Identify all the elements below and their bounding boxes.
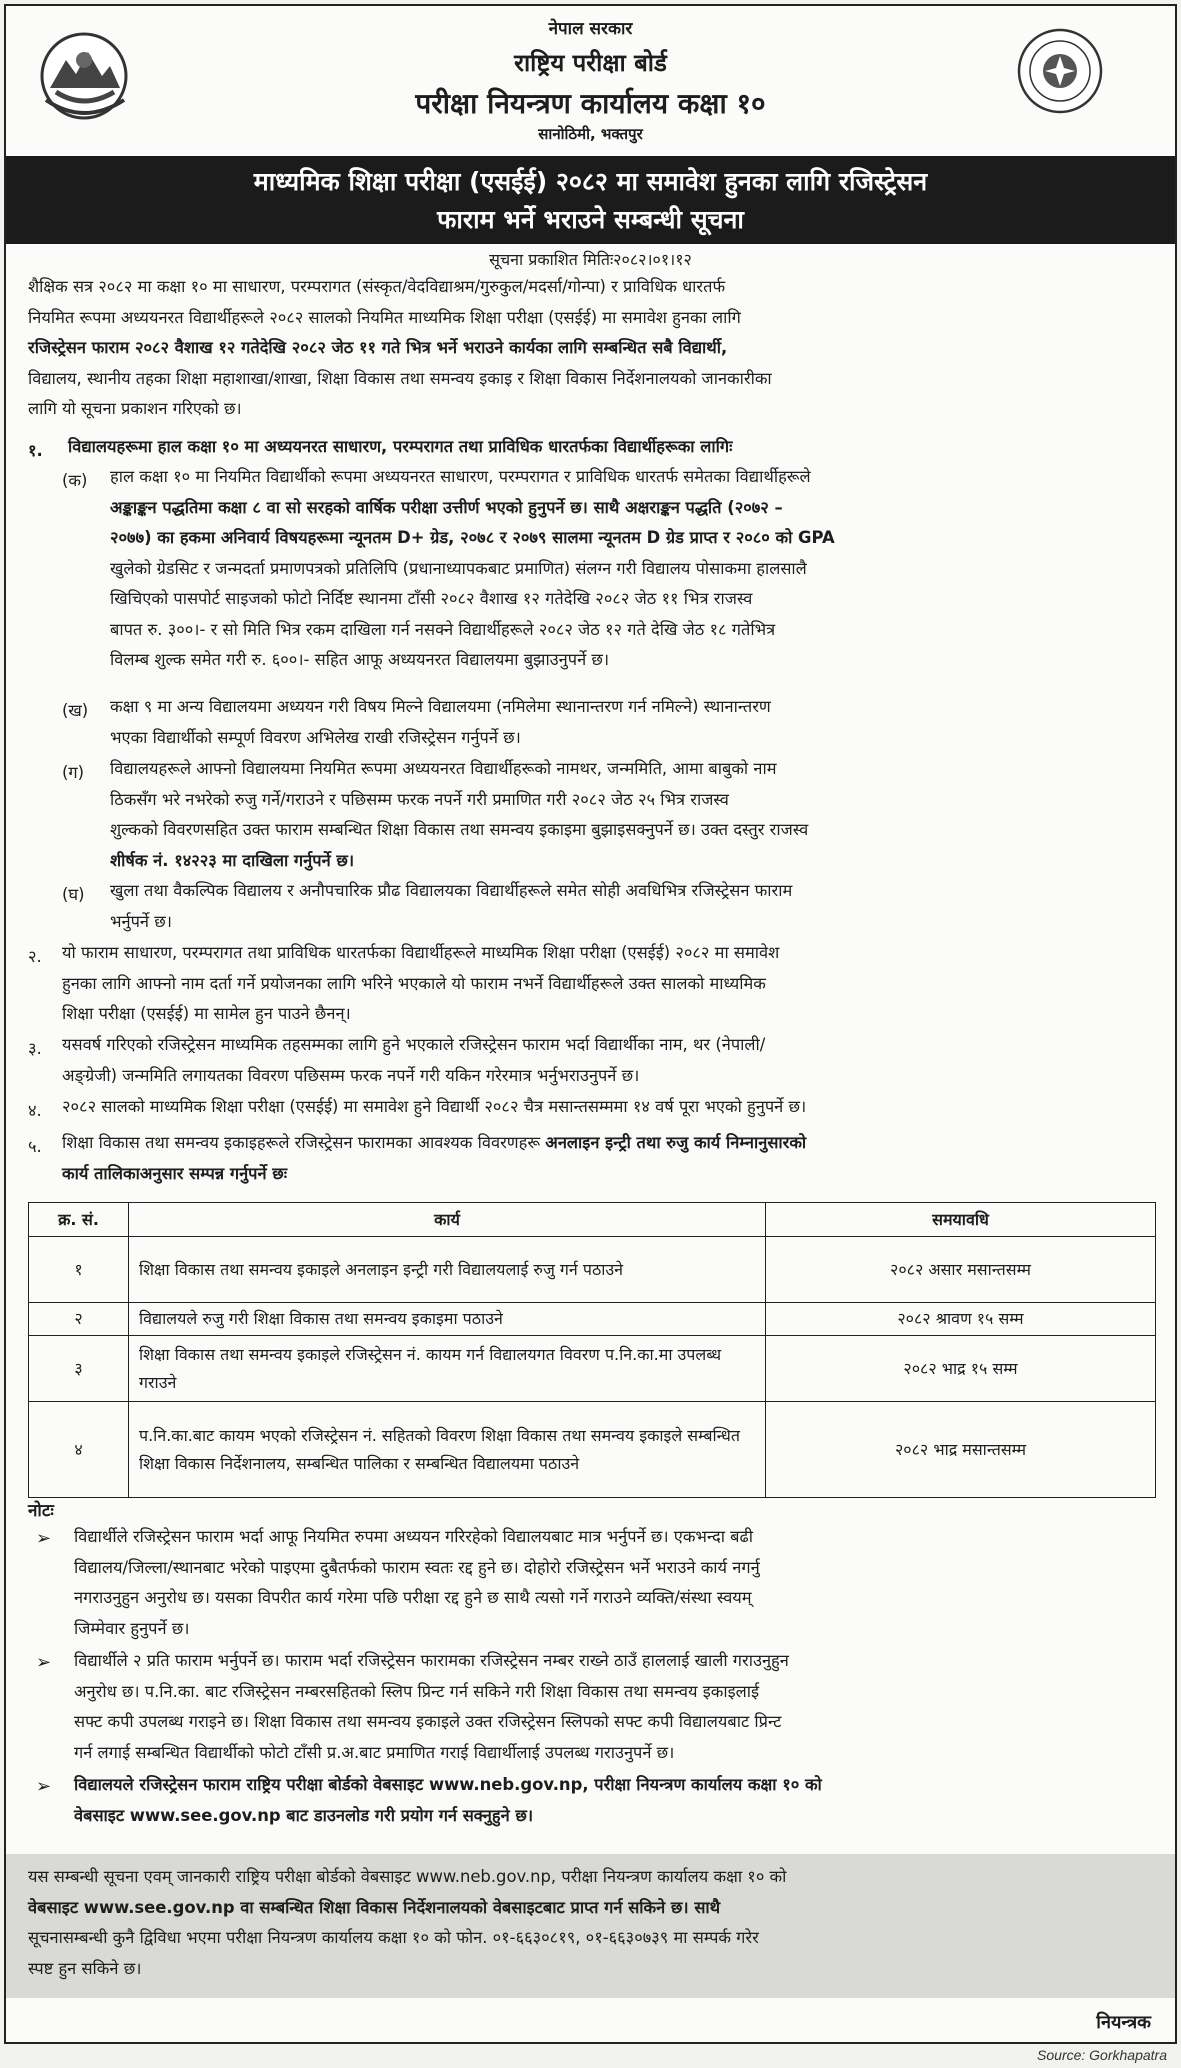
section1-number: १. [28,441,43,460]
office-location: सानोठिमी, भक्तपुर [538,125,643,143]
table-row [29,1303,1156,1336]
table-cell-period: २०८२ भाद्र १५ सम्म [766,1336,1156,1402]
text-line: विद्यार्थीले २ प्रति फाराम भर्नुपर्ने छ। फाराम भर्दा रजिस्ट्रेसन फारामका रजिस्ट्रेसन नम्बर राख्ने ठाउँ हाललाई खाली गराउनुहुन [74,1651,789,1670]
table-cell-task: शिक्षा विकास तथा समन्वय इकाइले रजिस्ट्रेसन नं. कायम गर्न विद्यालयगत विवरण प.नि.का.मा उपलब्ध गराउने [129,1336,766,1402]
text-line: हाल कक्षा १० मा नियमित विद्यार्थीको रूपमा अध्ययनरत साधारण, परम्परागत र प्राविधिक धारतर्फ समेतका विद्यार्थीहरूले [110,467,811,486]
intro-line: रजिस्ट्रेसन फाराम २०८२ वैशाख १२ गतेदेखि २०८२ जेठ ११ गते भित्र भर्ने भराउने कार्यका लागि सम्बन्धित सबै विद्यार्थी, [28,338,728,357]
text-line: सफ्ट कपी उपलब्ध गराइने छ। शिक्षा विकास तथा समन्वय इकाइले उक्त रजिस्ट्रेसन स्लिपको सफ्ट कपी विद्यालयबाट प्रिन्ट [74,1712,782,1731]
section1-gha-text [110,876,1154,937]
text-span: शिक्षा विकास तथा समन्वय इकाइहरूले रजिस्ट्रेसन फारामका आवश्यक विवरणहरू [62,1133,541,1152]
text-line: २०७७) का हकमा अनिवार्य विषयहरूमा न्यूनतम D+ ग्रेड, २०७८ र २०७९ सालमा न्यूनतम D ग्रेड प्राप्त र २०८० को GPA [110,528,835,547]
table-cell-task: विद्यालयले रुजु गरी शिक्षा विकास तथा समन्वय इकाइमा पठाउने [129,1303,766,1336]
text-line: शिक्षा परीक्षा (एसईई) मा सामेल हुन पाउने छैनन्। [62,1004,351,1023]
text-line: यसवर्ष गरिएको रजिस्ट्रेसन माध्यमिक तहसम्मका लागि हुने भएकाले रजिस्ट्रेसन फाराम भर्दा विद्यार्थीका नाम, थर (नेपाली/ [62,1035,766,1054]
text-line [62,1128,1154,1159]
section5-number: ५. [28,1137,42,1156]
text-line: विद्यालयले रजिस्ट्रेसन फाराम राष्ट्रिय परीक्षा बोर्डको वेबसाइट www.neb.gov.np, परीक्षा नियन्त्रण कार्यालय कक्षा १० को [74,1775,822,1794]
contact-info-box [6,1854,1175,1998]
text-line: वेबसाइट www.see.gov.np बाट डाउनलोड गरी प्रयोग गर्न सक्नुहुने छ। [74,1805,534,1825]
text-line: ठिकसँग भरे नभरेको रुजु गर्ने/गराउने र पछिसम्म फरक नपर्ने गरी प्रमाणित गरी २०८२ जेठ २५ भित्र राजस्व [110,789,729,809]
text-line: खिचिएको पासपोर्ट साइजको फोटो निर्दिष्ट स्थानमा टाँसी २०८२ वैशाख १२ गतेदेखि २०८२ जेठ ११ भित्र राजस्व [110,589,753,608]
table-cell-sn: २ [29,1303,129,1336]
table-cell-sn: ३ [29,1336,129,1402]
text-line: विद्यालय/जिल्ला/स्थानबाट भरेको पाइएमा दुबैतर्फको फाराम स्वतः रद्द हुने छ। दोहोरो रजिस्ट्रेसन भर्ने भराउने कार्य नगर्नु [74,1557,760,1577]
arrow-bullet-icon: ➢ [36,1652,52,1673]
table-row [29,1336,1156,1402]
notice-title-banner [6,156,1175,244]
section1-kha-label: (ख) [62,701,89,720]
section2-text [62,938,1154,1030]
schedule-table [28,1202,1156,1498]
text-line: शुल्कको विवरणसहित उक्त फाराम सम्बन्धित शिक्षा विकास तथा समन्वय इकाइमा बुझाइसक्नुपर्ने छ। उक्त दस्तुर राजस्व [110,820,809,839]
text-line: अनुरोध छ। प.नि.का. बाट रजिस्ट्रेसन नम्बरसहितको स्लिप प्रिन्ट गर्न सकिने गरी शिक्षा विकास तथा समन्वय इकाइलाई [74,1681,760,1701]
section1-ga-text [110,754,1154,876]
notice-header [6,6,1175,154]
notes-heading: नोटः [28,1501,54,1521]
text-line: खुलेको ग्रेडसिट र जन्मदर्ता प्रमाणपत्रको प्रतिलिपि (प्रधानाध्यापकबाट प्रमाणित) संलग्न गरी विद्यालय पोसाकमा हालसालै [110,558,807,578]
section1-heading: विद्यालयहरूमा हाल कक्षा १० मा अध्ययनरत साधारण, परम्परागत तथा प्राविधिक धारतर्फका विद्यार्थीहरूका लागिः [68,437,733,456]
text-span-bold: अनलाइन इन्ट्री तथा रुजु कार्य निम्नानुसारको [545,1133,807,1152]
arrow-bullet-icon: ➢ [36,1528,52,1549]
text-line: बापत रु. ३००।- र सो मिति भित्र रकम दाखिला गर्न नसक्ने विद्यार्थीहरूले २०८२ जेठ १२ गते देखि जेठ १८ गतेभित्र [110,619,776,639]
text-line: कार्य तालिकाअनुसार सम्पन्न गर्नुपर्ने छः [62,1163,288,1183]
column-header: क्र. सं. [29,1203,129,1237]
section4-number: ४. [28,1101,42,1120]
text-line: अङ्काङ्कन पद्धतिमा कक्षा ८ वा सो सरहको वार्षिक परीक्षा उत्तीर्ण भएको हुनुपर्ने छ। साथै अक्षराङ्कन पद्धति (२०७२ – [110,497,783,517]
office-name: परीक्षा नियन्त्रण कार्यालय कक्षा १० [415,87,766,120]
intro-line: शैक्षिक सत्र २०८२ मा कक्षा १० मा साधारण, परम्परागत (संस्कृत/वेदविद्याश्रम/गुरुकुल/मदर्सा/गोन्पा) र प्राविधिक धारतर्फ [28,277,726,296]
table-cell-sn: १ [29,1237,129,1303]
text-line: नगराउनुहुन अनुरोध छ। यसका विपरीत कार्य गरेमा पछि परीक्षा रद्द हुने छ साथै त्यसो गर्ने गराउने व्यक्ति/संस्था स्वयम् [74,1588,752,1607]
table-cell-task: प.नि.का.बाट कायम भएको रजिस्ट्रेसन नं. सहितको विवरण शिक्षा विकास तथा समन्वय इकाइले सम्बन्धित शिक्षा विकास निर्देशनालय, सम्बन्धित पालिका र सम्बन्धित विद्यालयमा पठाउने [129,1402,766,1498]
text-line: सूचनासम्बन्धी कुनै द्विविधा भएमा परीक्षा नियन्त्रण कार्यालय कक्षा १० को फोन. ०१-६६३०८१९, ०१-६६३०७३९ मा सम्पर्क गरेर [28,1928,759,1947]
text-line: स्पष्ट हुन सकिने छ। [28,1958,142,1978]
section1-ka-text [110,462,1154,676]
government-name: नेपाल सरकार [548,19,633,39]
publish-date: सूचना प्रकाशित मितिः२०८२।०१।१२ [489,250,692,269]
note-item-3 [74,1770,1154,1831]
text-line: २०८२ सालको माध्यमिक शिक्षा परीक्षा (एसईई) मा समावेश हुने विद्यार्थी २०८२ चैत्र मसान्तसम्ममा १४ वर्ष पूरा भएको हुनुपर्ने छ। [62,1097,807,1116]
section1-ka-label: (क) [62,471,88,490]
table-cell-period: २०८२ भाद्र मसान्तसम्म [766,1402,1156,1498]
section1-gha-label: (घ) [62,885,85,904]
text-line: विलम्ब शुल्क समेत गरी रु. ६००।- सहित आफू अध्ययनरत विद्यालयमा बुझाउनुपर्ने छ। [110,650,610,669]
note-item-2 [74,1646,1154,1768]
text-line: यो फाराम साधारण, परम्परागत तथा प्राविधिक धारतर्फका विद्यार्थीहरूले माध्यमिक शिक्षा परीक्षा (एसईई) २०८२ मा समावेश [62,943,780,962]
column-header: कार्य [129,1203,766,1237]
text-line: अङ्ग्रेजी) जन्ममिति लगायतका विवरण पछिसम्म फरक नपर्ने गरी यकिन गरेरमात्र भर्नुभराउनुपर्ने छ। [62,1065,640,1085]
intro-line: नियमित रूपमा अध्ययनरत विद्यार्थीहरूले २०८२ सालको नियमित माध्यमिक शिक्षा परीक्षा (एसईई) मा समावेश हुनका लागि [28,307,741,327]
section1-ga-label: (ग) [62,763,85,782]
board-name: राष्ट्रिय परीक्षा बोर्ड [514,49,667,77]
text-line: यस सम्बन्धी सूचना एवम् जानकारी राष्ट्रिय परीक्षा बोर्डको वेबसाइट www.neb.gov.np, परीक्षा नियन्त्रण कार्यालय कक्षा १० को [28,1867,787,1886]
text-line: वेबसाइट www.see.gov.np वा सम्बन्धित शिक्षा विकास निर्देशनालयको वेबसाइटबाट प्राप्त गर्न सकिने छ। साथै [28,1897,721,1917]
text-line: भर्नुपर्ने छ। [110,911,172,931]
notice-title-line1: माध्यमिक शिक्षा परीक्षा (एसईई) २०८२ मा समावेश हुनका लागि रजिस्ट्रेसन [253,167,928,196]
source-credit: Source: Gorkhapatra [1037,2047,1167,2063]
arrow-bullet-icon: ➢ [36,1776,52,1797]
section3-number: ३. [28,1039,42,1058]
text-line: हुनका लागि आफ्नो नाम दर्ता गर्ने प्रयोजनका लागि भरिने भएकाले यो फाराम नभर्ने विद्यार्थीहरूले उक्त सालको माध्यमिक [62,973,766,993]
table-header-row [29,1203,1156,1237]
text-line: कक्षा ९ मा अन्य विद्यालयमा अध्ययन गरी विषय मिल्ने विद्यालयमा (नमिलेमा स्थानान्तरण गर्न नमिल्ने) स्थानान्तरण [110,697,771,716]
table-row [29,1237,1156,1303]
text-line: विद्यार्थीले रजिस्ट्रेसन फाराम भर्दा आफू नियमित रुपमा अध्ययन गरिरहेको विद्यालयबाट मात्र भर्नुपर्ने छ। एकभन्दा बढी [74,1527,753,1546]
table-cell-period: २०८२ असार मसान्तसम्म [766,1237,1156,1303]
intro-line: लागि यो सूचना प्रकाशन गरिएको छ। [28,399,242,418]
notice-frame [4,4,1177,2044]
notice-title-line2: फाराम भर्ने भराउने सम्बन्धी सूचना [437,205,744,234]
intro-paragraph [28,272,1154,425]
section2-number: २. [28,947,42,966]
section1-kha-text [110,692,1154,753]
text-line: गर्न लगाई सम्बन्धित विद्यार्थीको फोटो टाँसी प्र.अ.बाट प्रमाणित गराई विद्यार्थीलाई उपलब्ध गराउनुपर्ने छ। [74,1742,675,1762]
table-row [29,1402,1156,1498]
table-cell-sn: ४ [29,1402,129,1498]
note-item-1 [74,1522,1154,1644]
column-header: समयावधि [766,1203,1156,1237]
section4-text [62,1092,1154,1123]
text-line: जिम्मेवार हुनुपर्ने छ। [74,1618,190,1638]
table-cell-task: शिक्षा विकास तथा समन्वय इकाइले अनलाइन इन्ट्री गरी विद्यालयलाई रुजु गर्न पठाउने [129,1237,766,1303]
intro-line: विद्यालय, स्थानीय तहका शिक्षा महाशाखा/शाखा, शिक्षा विकास तथा समन्वय इकाइ र शिक्षा विकास निर्देशनालयको जानकारीका [28,368,772,388]
office-seal-icon [1015,26,1105,116]
text-line: भएका विद्यार्थीको सम्पूर्ण विवरण अभिलेख राखी रजिस्ट्रेसन गर्नुपर्ने छ। [110,727,521,747]
signatory-title: नियन्त्रक [1096,2012,1151,2033]
contact-info-text [28,1862,1154,1984]
table-cell-period: २०८२ श्रावण १५ सम्म [766,1303,1156,1336]
section3-text [62,1030,1154,1091]
text-line: शीर्षक नं. १४२२३ मा दाखिला गर्नुपर्ने छ। [110,850,355,870]
text-line: खुला तथा वैकल्पिक विद्यालय र अनौपचारिक प्रौढ विद्यालयका विद्यार्थीहरूले समेत सोही अवधिभित्र रजिस्ट्रेसन फाराम [110,881,793,900]
section5-text [62,1128,1154,1189]
text-line: विद्यालयहरूले आफ्नो विद्यालयमा नियमित रूपमा अध्ययनरत विद्यार्थीहरूको नामथर, जन्ममिति, आमा बाबुको नाम [110,759,777,778]
